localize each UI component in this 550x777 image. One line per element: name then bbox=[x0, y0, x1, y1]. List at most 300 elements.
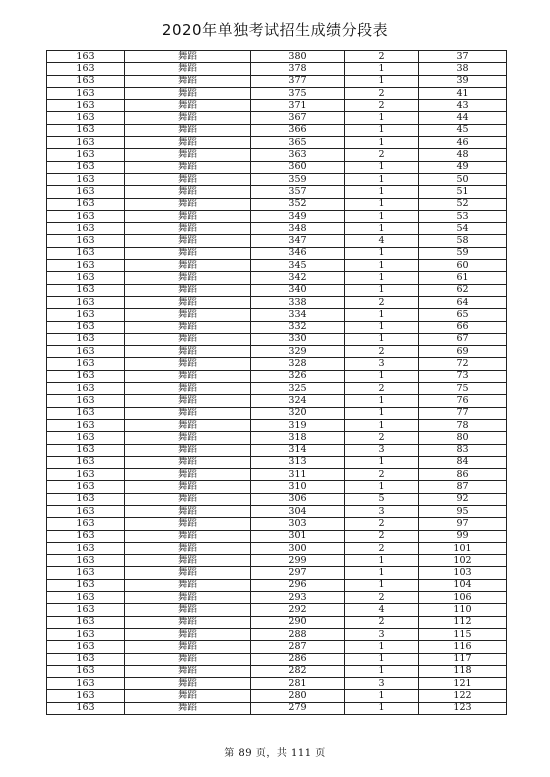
table-row bbox=[47, 247, 507, 259]
count-cell: 1 bbox=[345, 260, 419, 272]
subject-cell: 舞蹈 bbox=[125, 370, 251, 382]
subject-cell: 舞蹈 bbox=[125, 149, 251, 161]
category-code-cell: 163 bbox=[47, 702, 125, 714]
category-code-cell: 163 bbox=[47, 592, 125, 604]
category-code-cell: 163 bbox=[47, 419, 125, 431]
subject-cell: 舞蹈 bbox=[125, 198, 251, 210]
cumulative-cell: 52 bbox=[419, 198, 507, 210]
cumulative-cell: 116 bbox=[419, 641, 507, 653]
cumulative-cell: 101 bbox=[419, 542, 507, 554]
cumulative-cell: 64 bbox=[419, 296, 507, 308]
category-code-cell: 163 bbox=[47, 260, 125, 272]
count-cell: 2 bbox=[345, 616, 419, 628]
count-cell: 5 bbox=[345, 493, 419, 505]
cumulative-cell: 117 bbox=[419, 653, 507, 665]
table-row bbox=[47, 321, 507, 333]
cumulative-cell: 44 bbox=[419, 112, 507, 124]
score-cell: 348 bbox=[251, 223, 345, 235]
subject-cell: 舞蹈 bbox=[125, 678, 251, 690]
count-cell: 1 bbox=[345, 395, 419, 407]
category-code-cell: 163 bbox=[47, 223, 125, 235]
score-cell: 375 bbox=[251, 87, 345, 99]
cumulative-cell: 87 bbox=[419, 481, 507, 493]
count-cell: 1 bbox=[345, 567, 419, 579]
table-row bbox=[47, 604, 507, 616]
score-cell: 326 bbox=[251, 370, 345, 382]
count-cell: 3 bbox=[345, 358, 419, 370]
category-code-cell: 163 bbox=[47, 63, 125, 75]
cumulative-cell: 46 bbox=[419, 137, 507, 149]
cumulative-cell: 38 bbox=[419, 63, 507, 75]
subject-cell: 舞蹈 bbox=[125, 665, 251, 677]
category-code-cell: 163 bbox=[47, 567, 125, 579]
score-cell: 357 bbox=[251, 186, 345, 198]
category-code-cell: 163 bbox=[47, 333, 125, 345]
table-row bbox=[47, 296, 507, 308]
category-code-cell: 163 bbox=[47, 505, 125, 517]
category-code-cell: 163 bbox=[47, 555, 125, 567]
cumulative-cell: 75 bbox=[419, 383, 507, 395]
category-code-cell: 163 bbox=[47, 309, 125, 321]
score-cell: 367 bbox=[251, 112, 345, 124]
cumulative-cell: 72 bbox=[419, 358, 507, 370]
table-row bbox=[47, 346, 507, 358]
count-cell: 1 bbox=[345, 690, 419, 702]
category-code-cell: 163 bbox=[47, 444, 125, 456]
subject-cell: 舞蹈 bbox=[125, 247, 251, 259]
category-code-cell: 163 bbox=[47, 247, 125, 259]
cumulative-cell: 49 bbox=[419, 161, 507, 173]
score-cell: 288 bbox=[251, 628, 345, 640]
table-row bbox=[47, 198, 507, 210]
category-code-cell: 163 bbox=[47, 51, 125, 63]
subject-cell: 舞蹈 bbox=[125, 604, 251, 616]
subject-cell: 舞蹈 bbox=[125, 383, 251, 395]
score-cell: 306 bbox=[251, 493, 345, 505]
score-cell: 349 bbox=[251, 210, 345, 222]
score-cell: 313 bbox=[251, 456, 345, 468]
cumulative-cell: 97 bbox=[419, 518, 507, 530]
table-row bbox=[47, 149, 507, 161]
count-cell: 1 bbox=[345, 665, 419, 677]
count-cell: 4 bbox=[345, 604, 419, 616]
score-cell: 330 bbox=[251, 333, 345, 345]
category-code-cell: 163 bbox=[47, 628, 125, 640]
count-cell: 1 bbox=[345, 124, 419, 136]
cumulative-cell: 45 bbox=[419, 124, 507, 136]
score-cell: 300 bbox=[251, 542, 345, 554]
category-code-cell: 163 bbox=[47, 186, 125, 198]
score-cell: 340 bbox=[251, 284, 345, 296]
subject-cell: 舞蹈 bbox=[125, 223, 251, 235]
subject-cell: 舞蹈 bbox=[125, 653, 251, 665]
category-code-cell: 163 bbox=[47, 579, 125, 591]
score-cell: 346 bbox=[251, 247, 345, 259]
category-code-cell: 163 bbox=[47, 272, 125, 284]
score-distribution-table bbox=[46, 50, 507, 715]
table-row bbox=[47, 210, 507, 222]
count-cell: 1 bbox=[345, 75, 419, 87]
table-row bbox=[47, 260, 507, 272]
count-cell: 1 bbox=[345, 186, 419, 198]
count-cell: 2 bbox=[345, 542, 419, 554]
subject-cell: 舞蹈 bbox=[125, 272, 251, 284]
category-code-cell: 163 bbox=[47, 75, 125, 87]
subject-cell: 舞蹈 bbox=[125, 628, 251, 640]
score-cell: 380 bbox=[251, 51, 345, 63]
score-cell: 345 bbox=[251, 260, 345, 272]
score-cell: 280 bbox=[251, 690, 345, 702]
table-row bbox=[47, 481, 507, 493]
table-row bbox=[47, 63, 507, 75]
score-cell: 378 bbox=[251, 63, 345, 75]
category-code-cell: 163 bbox=[47, 542, 125, 554]
table-row bbox=[47, 137, 507, 149]
table-row bbox=[47, 419, 507, 431]
cumulative-cell: 115 bbox=[419, 628, 507, 640]
count-cell: 3 bbox=[345, 628, 419, 640]
score-cell: 287 bbox=[251, 641, 345, 653]
score-cell: 320 bbox=[251, 407, 345, 419]
subject-cell: 舞蹈 bbox=[125, 309, 251, 321]
count-cell: 1 bbox=[345, 198, 419, 210]
score-cell: 334 bbox=[251, 309, 345, 321]
score-cell: 359 bbox=[251, 173, 345, 185]
table-row bbox=[47, 641, 507, 653]
score-cell: 286 bbox=[251, 653, 345, 665]
score-cell: 371 bbox=[251, 100, 345, 112]
count-cell: 2 bbox=[345, 149, 419, 161]
category-code-cell: 163 bbox=[47, 173, 125, 185]
table-row bbox=[47, 358, 507, 370]
cumulative-cell: 123 bbox=[419, 702, 507, 714]
count-cell: 2 bbox=[345, 518, 419, 530]
category-code-cell: 163 bbox=[47, 198, 125, 210]
subject-cell: 舞蹈 bbox=[125, 51, 251, 63]
count-cell: 2 bbox=[345, 432, 419, 444]
cumulative-cell: 58 bbox=[419, 235, 507, 247]
table-row bbox=[47, 592, 507, 604]
cumulative-cell: 60 bbox=[419, 260, 507, 272]
table-row bbox=[47, 567, 507, 579]
count-cell: 1 bbox=[345, 63, 419, 75]
subject-cell: 舞蹈 bbox=[125, 395, 251, 407]
cumulative-cell: 66 bbox=[419, 321, 507, 333]
score-cell: 296 bbox=[251, 579, 345, 591]
subject-cell: 舞蹈 bbox=[125, 296, 251, 308]
category-code-cell: 163 bbox=[47, 137, 125, 149]
subject-cell: 舞蹈 bbox=[125, 358, 251, 370]
score-cell: 365 bbox=[251, 137, 345, 149]
category-code-cell: 163 bbox=[47, 296, 125, 308]
cumulative-cell: 48 bbox=[419, 149, 507, 161]
count-cell: 3 bbox=[345, 444, 419, 456]
count-cell: 1 bbox=[345, 555, 419, 567]
category-code-cell: 163 bbox=[47, 690, 125, 702]
count-cell: 1 bbox=[345, 210, 419, 222]
category-code-cell: 163 bbox=[47, 616, 125, 628]
score-cell: 279 bbox=[251, 702, 345, 714]
category-code-cell: 163 bbox=[47, 358, 125, 370]
cumulative-cell: 106 bbox=[419, 592, 507, 604]
subject-cell: 舞蹈 bbox=[125, 419, 251, 431]
table-row bbox=[47, 223, 507, 235]
score-cell: 366 bbox=[251, 124, 345, 136]
table-row bbox=[47, 469, 507, 481]
score-cell: 352 bbox=[251, 198, 345, 210]
score-cell: 311 bbox=[251, 469, 345, 481]
table-row bbox=[47, 51, 507, 63]
subject-cell: 舞蹈 bbox=[125, 432, 251, 444]
table-row bbox=[47, 616, 507, 628]
table-row bbox=[47, 272, 507, 284]
count-cell: 1 bbox=[345, 309, 419, 321]
table-row bbox=[47, 407, 507, 419]
count-cell: 1 bbox=[345, 112, 419, 124]
score-cell: 319 bbox=[251, 419, 345, 431]
score-cell: 301 bbox=[251, 530, 345, 542]
table-row bbox=[47, 628, 507, 640]
subject-cell: 舞蹈 bbox=[125, 555, 251, 567]
cumulative-cell: 104 bbox=[419, 579, 507, 591]
count-cell: 2 bbox=[345, 51, 419, 63]
category-code-cell: 163 bbox=[47, 665, 125, 677]
count-cell: 1 bbox=[345, 333, 419, 345]
count-cell: 1 bbox=[345, 223, 419, 235]
count-cell: 1 bbox=[345, 247, 419, 259]
score-cell: 328 bbox=[251, 358, 345, 370]
cumulative-cell: 84 bbox=[419, 456, 507, 468]
count-cell: 1 bbox=[345, 137, 419, 149]
table-row bbox=[47, 456, 507, 468]
table-row bbox=[47, 309, 507, 321]
subject-cell: 舞蹈 bbox=[125, 87, 251, 99]
category-code-cell: 163 bbox=[47, 346, 125, 358]
category-code-cell: 163 bbox=[47, 395, 125, 407]
category-code-cell: 163 bbox=[47, 100, 125, 112]
table-row bbox=[47, 75, 507, 87]
category-code-cell: 163 bbox=[47, 456, 125, 468]
table-row bbox=[47, 100, 507, 112]
cumulative-cell: 54 bbox=[419, 223, 507, 235]
subject-cell: 舞蹈 bbox=[125, 63, 251, 75]
table-row bbox=[47, 383, 507, 395]
category-code-cell: 163 bbox=[47, 407, 125, 419]
score-cell: 299 bbox=[251, 555, 345, 567]
subject-cell: 舞蹈 bbox=[125, 173, 251, 185]
cumulative-cell: 78 bbox=[419, 419, 507, 431]
score-cell: 338 bbox=[251, 296, 345, 308]
score-cell: 310 bbox=[251, 481, 345, 493]
category-code-cell: 163 bbox=[47, 235, 125, 247]
count-cell: 2 bbox=[345, 592, 419, 604]
subject-cell: 舞蹈 bbox=[125, 210, 251, 222]
subject-cell: 舞蹈 bbox=[125, 542, 251, 554]
count-cell: 1 bbox=[345, 272, 419, 284]
table-row bbox=[47, 124, 507, 136]
cumulative-cell: 110 bbox=[419, 604, 507, 616]
cumulative-cell: 95 bbox=[419, 505, 507, 517]
cumulative-cell: 51 bbox=[419, 186, 507, 198]
table-row bbox=[47, 653, 507, 665]
table-row bbox=[47, 505, 507, 517]
score-cell: 282 bbox=[251, 665, 345, 677]
cumulative-cell: 86 bbox=[419, 469, 507, 481]
cumulative-cell: 99 bbox=[419, 530, 507, 542]
count-cell: 2 bbox=[345, 346, 419, 358]
subject-cell: 舞蹈 bbox=[125, 505, 251, 517]
subject-cell: 舞蹈 bbox=[125, 579, 251, 591]
count-cell: 1 bbox=[345, 481, 419, 493]
count-cell: 1 bbox=[345, 456, 419, 468]
category-code-cell: 163 bbox=[47, 653, 125, 665]
cumulative-cell: 50 bbox=[419, 173, 507, 185]
count-cell: 1 bbox=[345, 702, 419, 714]
category-code-cell: 163 bbox=[47, 641, 125, 653]
subject-cell: 舞蹈 bbox=[125, 530, 251, 542]
subject-cell: 舞蹈 bbox=[125, 518, 251, 530]
page-footer: 第 89 页，共 111 页 bbox=[224, 748, 326, 759]
table-row bbox=[47, 87, 507, 99]
cumulative-cell: 43 bbox=[419, 100, 507, 112]
category-code-cell: 163 bbox=[47, 493, 125, 505]
category-code-cell: 163 bbox=[47, 124, 125, 136]
table-row bbox=[47, 542, 507, 554]
table-row bbox=[47, 186, 507, 198]
subject-cell: 舞蹈 bbox=[125, 702, 251, 714]
page-title: 2020年单独考试招生成绩分段表 bbox=[161, 21, 389, 39]
table-row bbox=[47, 579, 507, 591]
count-cell: 2 bbox=[345, 383, 419, 395]
score-cell: 303 bbox=[251, 518, 345, 530]
category-code-cell: 163 bbox=[47, 518, 125, 530]
table-row bbox=[47, 678, 507, 690]
subject-cell: 舞蹈 bbox=[125, 112, 251, 124]
category-code-cell: 163 bbox=[47, 469, 125, 481]
category-code-cell: 163 bbox=[47, 678, 125, 690]
count-cell: 1 bbox=[345, 321, 419, 333]
count-cell: 2 bbox=[345, 530, 419, 542]
cumulative-cell: 41 bbox=[419, 87, 507, 99]
category-code-cell: 163 bbox=[47, 321, 125, 333]
cumulative-cell: 80 bbox=[419, 432, 507, 444]
category-code-cell: 163 bbox=[47, 87, 125, 99]
score-cell: 347 bbox=[251, 235, 345, 247]
cumulative-cell: 112 bbox=[419, 616, 507, 628]
cumulative-cell: 122 bbox=[419, 690, 507, 702]
category-code-cell: 163 bbox=[47, 370, 125, 382]
table-row bbox=[47, 690, 507, 702]
table-row bbox=[47, 555, 507, 567]
subject-cell: 舞蹈 bbox=[125, 690, 251, 702]
subject-cell: 舞蹈 bbox=[125, 284, 251, 296]
cumulative-cell: 61 bbox=[419, 272, 507, 284]
table-row bbox=[47, 370, 507, 382]
cumulative-cell: 73 bbox=[419, 370, 507, 382]
score-cell: 292 bbox=[251, 604, 345, 616]
table-row bbox=[47, 235, 507, 247]
category-code-cell: 163 bbox=[47, 112, 125, 124]
cumulative-cell: 92 bbox=[419, 493, 507, 505]
table-row bbox=[47, 702, 507, 714]
count-cell: 1 bbox=[345, 173, 419, 185]
score-cell: 297 bbox=[251, 567, 345, 579]
subject-cell: 舞蹈 bbox=[125, 616, 251, 628]
table-row bbox=[47, 530, 507, 542]
category-code-cell: 163 bbox=[47, 210, 125, 222]
score-cell: 329 bbox=[251, 346, 345, 358]
subject-cell: 舞蹈 bbox=[125, 186, 251, 198]
category-code-cell: 163 bbox=[47, 604, 125, 616]
table-row bbox=[47, 665, 507, 677]
count-cell: 1 bbox=[345, 641, 419, 653]
score-cell: 324 bbox=[251, 395, 345, 407]
cumulative-cell: 65 bbox=[419, 309, 507, 321]
subject-cell: 舞蹈 bbox=[125, 235, 251, 247]
cumulative-cell: 103 bbox=[419, 567, 507, 579]
count-cell: 1 bbox=[345, 579, 419, 591]
score-cell: 360 bbox=[251, 161, 345, 173]
cumulative-cell: 39 bbox=[419, 75, 507, 87]
table-row bbox=[47, 518, 507, 530]
subject-cell: 舞蹈 bbox=[125, 346, 251, 358]
table-row bbox=[47, 444, 507, 456]
table-row bbox=[47, 161, 507, 173]
count-cell: 1 bbox=[345, 653, 419, 665]
subject-cell: 舞蹈 bbox=[125, 469, 251, 481]
cumulative-cell: 102 bbox=[419, 555, 507, 567]
count-cell: 2 bbox=[345, 469, 419, 481]
cumulative-cell: 121 bbox=[419, 678, 507, 690]
table-row bbox=[47, 112, 507, 124]
category-code-cell: 163 bbox=[47, 383, 125, 395]
table-row bbox=[47, 333, 507, 345]
subject-cell: 舞蹈 bbox=[125, 481, 251, 493]
score-cell: 325 bbox=[251, 383, 345, 395]
table-row bbox=[47, 284, 507, 296]
subject-cell: 舞蹈 bbox=[125, 100, 251, 112]
category-code-cell: 163 bbox=[47, 284, 125, 296]
score-cell: 304 bbox=[251, 505, 345, 517]
table-row bbox=[47, 395, 507, 407]
count-cell: 2 bbox=[345, 87, 419, 99]
score-cell: 332 bbox=[251, 321, 345, 333]
category-code-cell: 163 bbox=[47, 161, 125, 173]
cumulative-cell: 76 bbox=[419, 395, 507, 407]
count-cell: 1 bbox=[345, 370, 419, 382]
cumulative-cell: 77 bbox=[419, 407, 507, 419]
category-code-cell: 163 bbox=[47, 481, 125, 493]
subject-cell: 舞蹈 bbox=[125, 260, 251, 272]
subject-cell: 舞蹈 bbox=[125, 333, 251, 345]
subject-cell: 舞蹈 bbox=[125, 456, 251, 468]
score-cell: 290 bbox=[251, 616, 345, 628]
count-cell: 2 bbox=[345, 296, 419, 308]
score-cell: 342 bbox=[251, 272, 345, 284]
cumulative-cell: 118 bbox=[419, 665, 507, 677]
category-code-cell: 163 bbox=[47, 530, 125, 542]
score-cell: 293 bbox=[251, 592, 345, 604]
cumulative-cell: 37 bbox=[419, 51, 507, 63]
count-cell: 4 bbox=[345, 235, 419, 247]
table-row bbox=[47, 432, 507, 444]
count-cell: 1 bbox=[345, 419, 419, 431]
score-cell: 318 bbox=[251, 432, 345, 444]
category-code-cell: 163 bbox=[47, 432, 125, 444]
subject-cell: 舞蹈 bbox=[125, 75, 251, 87]
count-cell: 1 bbox=[345, 284, 419, 296]
score-cell: 363 bbox=[251, 149, 345, 161]
